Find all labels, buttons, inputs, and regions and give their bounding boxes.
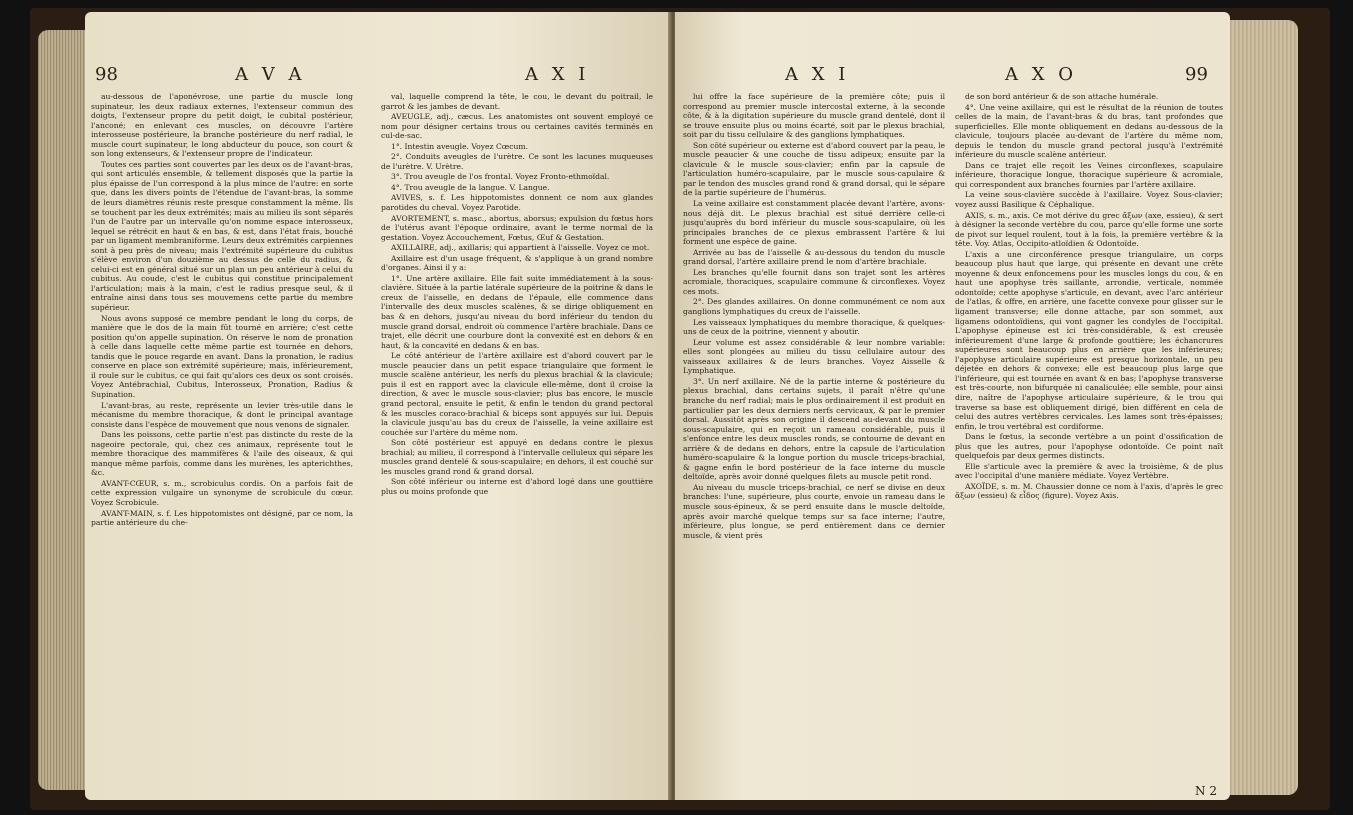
paragraph: au-dessous de l'aponévrose, une partie du muscle long supinateur, les deux radiaux externes, l'extenseur commun des doigts, l'extenseur propre du petit doigt, le cubital postérieur, l'anconé; en enlevant ces muscles, on découvre l'artère interosseuse postérieure, la branche postérieure du nerf radial, le muscle court supinateur, le long abducteur du pouce, son court & son long extenseurs, & l'extenseur propre de l'indicateur. [91,92,353,159]
paragraph: AVIVES, s. f. Les hippotomistes donnent ce nom aux glandes parotides du cheval. Voyez Parotide. [381,193,653,213]
right-page [675,12,1230,800]
paragraph: La veine sous-clavière succède à l'axillaire. Voyez Sous-clavier; voyez aussi Basilique & Céphalique. [955,190,1223,210]
left-col2-head: A X I [525,64,590,85]
paragraph: Dans ce trajet elle reçoit les Veines circonflexes, scapulaire inférieure, thoracique longue, thoracique supérieure & acromiale, qui correspondent aux branches fournies par l'artère axillaire. [955,160,1223,189]
paragraph: AVANT-CŒUR, s. m., scrobiculus cordis. On a parfois fait de cette expression vulgaire un synonyme de scrobicule du cœur. Voyez Scrobicule. [91,478,353,507]
paragraph: 4°. Une veine axillaire, qui est le résultat de la réunion de toutes celles de la main, de l'avant-bras & du bras, tant profondes que superficielles. Elle monte obliquement en dedans au-dessous de la clavicule, toujours placée au-devant de l'artère du même nom, depuis le tendon du muscle grand pectoral jusqu'à l'extrémité inférieure du muscle scalène antérieur. [955,102,1223,160]
paragraph: de son bord antérieur & de son attache humérale. [965,92,1159,101]
paragraph: Les branches qu'elle fournit dans son trajet sont les artères acromiale, thoraciques, scapulaire commune & circonflexes. Voyez ces mots. [683,267,945,296]
paragraph: Elle s'articule avec la première & avec la troisième, & de plus avec l'occipital d'une manière médiate. Voyez Vertèbre. [955,461,1223,481]
paragraph: 2°. Conduits aveugles de l'urètre. Ce sont les lacunes muqueuses de l'urètre. V. Urètre. [381,152,653,171]
paragraph: Arrivée au bas de l'aisselle & au-dessous du tendon du muscle grand dorsal, l'artère axillaire prend le nom d'artère brachiale. [683,247,945,267]
paragraph: AXOÏDE, s. m. M. Chaussier donne ce nom à l'axis, d'après le grec ἄξων (essieu) & εἶδος (figure). Voyez Axis. [955,481,1223,501]
left-column-1 [91,92,353,782]
paragraph: AXIS, s. m., axis. Ce mot dérive du grec ἄξων (axe, essieu), & sert à désigner la seconde vertèbre du cou, parce qu'elle forme une sorte de pivot sur lequel roulent, tout à la fois, la première vertèbre & la tête. Voy. Atlas, Occipito-atloïdien & Odontoïde. [955,210,1223,249]
paragraph: Axillaire est d'un usage fréquent, & s'applique à un grand nombre d'organes. Ainsi il y a: [381,253,653,273]
paragraph: La veine axillaire est constamment placée devant l'artère, avons-nous déjà dit. Le plexus brachial est situé derrière celle-ci jusqu'auprès du bord inférieur du muscle sous-scapulaire, où les principales branches de ce plexus embrassent l'artère & lui forment une espèce de gaine. [683,199,945,247]
paragraph: lui offre la face supérieure de la première côte; puis il correspond au premier muscle intercostal externe, à la seconde côte, & à la digitation supérieure du muscle grand dentelé, dont il se trouve ensuite plus ou moins écarté, soit par le plexus brachial, soit par du tissu cellulaire & des ganglions lymphatiques. [683,92,945,140]
right-column-1 [683,92,945,782]
paragraph: Son côté postérieur est appuyé en dedans contre le plexus brachial; au milieu, il correspond à l'intervalle celluleux qui sépare les muscles grand dentelé & sous-scapulaire; en dehors, il est couché sur les muscles grand rond & grand dorsal. [381,438,653,476]
left-page-number: 98 [95,64,118,85]
paragraph: Nous avons supposé ce membre pendant le long du corps, de manière que le dos de la main fût tourné en arrière; c'est cette position qu'on appelle supination. On réserve le nom de pronation à celle dans laquelle cette même partie est tournée en dehors, tandis que le pouce regarde en avant. Dans la pronation, le radius conserve en place son extrémité supérieure; mais, inférieurement, il roule sur le cubitus, ce qui fait qu'alors ces deux os sont croisés. Voyez Antébrachial, Cubitus, Interosseux, Pronation, Radius & Supination. [91,313,353,399]
left-running-head: A V A [235,64,306,85]
paragraph: Son côté inférieur ou interne est d'abord logé dans une gouttière plus ou moins profonde que [381,477,653,496]
paragraph: Dans les poissons, cette partie n'est pas distincte du reste de la nageoire pectorale, qui, chez ces animaux, représente tout le membre thoracique des mammifères & l'aile des oiseaux, & qui manque même parfois, comme dans les murènes, les apterichthes, &c. [91,430,353,478]
paragraph: AVORTEMENT, s. masc., abortus, aborsus; expulsion du fœtus hors de l'utérus avant l'époque ordinaire, avant le terme normal de la gestation. Voyez Accouchement, Fœtus, Œuf & Gestation. [381,213,653,242]
left-column-2 [381,92,653,782]
right-col1-head: A X I [785,64,850,85]
paragraph: 3°. Un nerf axillaire. Né de la partie interne & postérieure du plexus brachial, dans certains sujets, il paraît n'être qu'une branche du nerf radial; mais le plus ordinairement il est produit en particulier par les deux derniers nerfs cervicaux, & par le premier dorsal. Aussitôt après son origine il descend au-devant du muscle sous-scapulaire, qui en reçoit un rameau considérable, puis il s'enfonce entre les deux muscles ronds, se contourne de devant en arrière & de dedans en dehors, entre la capsule de l'articulation huméro-scapulaire & la longue portion du muscle triceps-brachial, & gagne enfin le bord postérieur de la face interne du muscle deltoïde, après avoir donné quelques filets au muscle petit rond. [683,376,945,482]
left-page [85,12,670,800]
paragraph: 3°. Trou aveugle de l'os frontal. Voyez Fronto-ethmoïdal. [391,172,610,182]
right-page-number: 99 [1185,64,1208,85]
paragraph: 4°. Trou aveugle de la langue. V. Langue. [391,182,550,192]
paragraph: 1°. Intestin aveugle. Voyez Cœcum. [391,141,529,151]
paragraph: Dans le fœtus, la seconde vertèbre a un point d'ossification de plus que les autres, pour l'apophyse odontoïde. Ce point naît quelquefois par deux germes distincts. [955,432,1223,461]
paragraph: L'avant-bras, au reste, représente un levier très-utile dans le mécanisme du membre thoracique, & dont le principal avantage consiste dans l'espèce de mouvement que nous venons de signaler. [91,400,353,429]
paragraph: AXILLAIRE, adj., axillaris; qui appartient à l'aisselle. Voyez ce mot. [391,243,650,253]
paragraph: Le côté antérieur de l'artère axillaire est d'abord couvert par le muscle peaucier dans un petit espace triangulaire que forment le muscle scalène antérieur, les nerfs du plexus brachial & la clavicule; puis il est en rapport avec la clavicule elle-même, dont il croise la direction, & avec le muscle sous-clavier; plus bas encore, le muscle grand pectoral, ensuite le petit, & enfin le tendon du grand pectoral & les muscles coraco-brachial & biceps sont appuyés sur lui. Depuis la clavicule jusqu'au bas du creux de l'aisselle, la veine axillaire est couchée sur l'artère du même nom. [381,351,653,437]
right-page-edges [1228,20,1298,795]
left-page-edges [38,30,86,790]
paragraph: L'axis a une circonférence presque triangulaire, un corps beaucoup plus haut que large, qui présente en devant une crête moyenne & deux enfoncemens pour les muscles longs du cou, & en haut une apophyse très saillante, arrondie, verticale, nommée odontoïde; cette apophyse s'articule, en devant, avec l'arc antérieur de l'atlas, & offre, en arrière, une facette convexe pour glisser sur le ligament transverse; elle donne attache, par son sommet, aux ligamens odontoïdiens, qui vont gagner les condyles de l'occipital. L'apophyse épineuse est ici très-considérable, & est creusée inférieurement d'une large & profonde gouttière; les échancrures supérieures sont beaucoup plus en arrière que les inférieures; l'apophyse articulaire supérieure est presque horizontale, un peu déjetée en dehors & convexe; elle est beaucoup plus large que l'inférieure, qui est tournée en avant & en bas; l'apophyse transverse est très-courte, non bifurquée ni canaliculée; elle semble, pour ainsi dire, naître de l'apophyse articulaire supérieure, & le trou qui traverse sa base est obliquement dirigé, bien différent en cela de celui des autres vertèbres cervicales. Les lames sont très-épaisses; enfin, le trou vertébral est cordiforme. [955,249,1223,431]
paragraph: AVEUGLE, adj., cæcus. Les anatomistes ont souvent employé ce nom pour désigner certains trous ou certaines cavités terminés en cul-de-sac. [381,112,653,141]
right-column-2 [955,92,1223,782]
right-running-head: A X O [1005,64,1078,85]
paragraph: Les vaisseaux lymphatiques du membre thoracique, & quelques-uns de ceux de la poitrine, viennent y aboutir. [683,317,945,337]
paragraph: AVANT-MAIN, s. f. Les hippotomistes ont désigné, par ce nom, la partie antérieure du che- [91,508,353,528]
paragraph: Toutes ces parties sont couvertes par les deux os de l'avant-bras, qui sont articulés ensemble, & tellement disposés que la partie la plus épaisse de l'un correspond à la plus mince de l'autre: en sorte que, dans les divers points de l'étendue de l'avant-bras, la somme de leurs diamètres réunis reste presque constamment la même. Ils se touchent par les deux extrémités; mais au milieu ils sont séparés l'un de l'autre par un intervalle qu'on nomme espace interosseux, lequel se rétrécit en haut & en bas, & est, dans l'état frais, bouché par un ligament membraniforme. Leurs deux extrémités carpiennes sont à peu près de niveau; mais l'extrémité supérieure du cubitus s'élève environ d'un douzième au dessus de celle du radius, & celui-ci est en général situé sur un plan un peu antérieur à celui du cubitus. Au coude, c'est le cubitus qui constitue principalement l'articulation; mais à la main, c'est le radius presque seul, & il entraîne ainsi dans tous ses mouvemens cette partie du membre supérieur. [91,159,353,313]
paragraph: 2°. Des glandes axillaires. On donne communément ce nom aux ganglions lymphatiques du creux de l'aisselle. [683,297,945,317]
paragraph: val, laquelle comprend la tête, le cou, le devant du poitrail, le garrot & les jambes de devant. [381,92,653,111]
paragraph: Son côté supérieur ou externe est d'abord couvert par la peau, le muscle peaucier & une couche de tissu adipeux; ensuite par la clavicule & le muscle sous-clavier; enfin par la capsule de l'articulation huméro-scapulaire, par le muscle sous-capulaire & par le tendon des muscles grand rond & grand dorsal, qui le sépare de la partie supérieure de l'humérus. [683,140,945,198]
paragraph: Leur volume est assez considérable & leur nombre variable: elles sont plongées au milieu du tissu cellulaire autour des vaisseaux axillaires & de leurs branches. Voyez Aisselle & Lymphatique. [683,337,945,376]
signature-mark: N 2 [1195,784,1217,798]
paragraph: 1°. Une artère axillaire. Elle fait suite immédiatement à la sous-clavière. Située à la partie latérale supérieure de la poitrine & dans le creux de l'aisselle, en dedans de l'épaule, elle commence dans l'intervalle des deux muscles scalènes, & se dirige obliquement en bas & en dehors, jusqu'au niveau du bord inférieur du tendon du muscle grand dorsal, endroit où commence l'artère brachiale. Dans ce trajet, elle décrit une courbure dont la convexité est en dehors & en haut, & la concavité en dedans & en bas. [381,273,653,350]
paragraph: Au niveau du muscle triceps-brachial, ce nerf se divise en deux branches: l'une, supérieure, plus courte, envoie un rameau dans le muscle sous-épineux, & se perd ensuite dans le muscle deltoïde, après avoir marché quelque temps sur sa face interne; l'autre, inférieure, plus longue, se perd entièrement dans ce dernier muscle, & vient près [683,482,945,540]
